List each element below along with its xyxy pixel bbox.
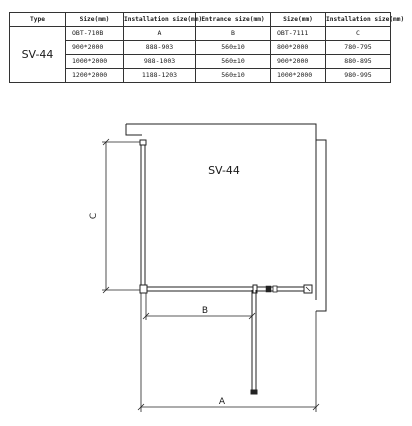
dimension-a xyxy=(138,293,319,412)
subheader-b: B xyxy=(196,27,271,41)
installation-cell: 1188-1203 xyxy=(124,69,196,83)
wall-outer-line xyxy=(316,140,326,311)
header-entrance-size: Entrance size(mm) xyxy=(196,13,271,27)
entrance-cell: 560±10 xyxy=(196,69,271,83)
dimension-c xyxy=(102,139,140,293)
header-type: Type xyxy=(10,13,66,27)
subheader-a: A xyxy=(124,27,196,41)
entrance-cell: 560±10 xyxy=(196,55,271,69)
side-panel-top-clamp xyxy=(140,140,146,145)
entrance-cell: 560±10 xyxy=(196,41,271,55)
size-cell: 900*2000 xyxy=(66,41,124,55)
dimension-b xyxy=(143,293,255,320)
model-cell: SV-44 xyxy=(10,27,66,83)
header-installation-size: Installation size(mm) xyxy=(124,13,196,27)
door-stopper xyxy=(273,286,277,292)
size2-cell: 800*2000 xyxy=(271,41,326,55)
side-panel xyxy=(140,140,146,287)
header-size-710b: Size(mm) xyxy=(66,13,124,27)
wall-left-return xyxy=(126,124,142,135)
door-handle xyxy=(266,286,271,292)
corner-bracket-left xyxy=(140,285,147,293)
installation-cell: 888-903 xyxy=(124,41,196,55)
installation-c-cell: 880-895 xyxy=(326,55,391,69)
installation-c-cell: 780-795 xyxy=(326,41,391,55)
front-panel xyxy=(140,285,312,394)
code-obt-710b: OBT-710B xyxy=(66,27,124,41)
wall-outline xyxy=(126,124,326,311)
installation-cell: 988-1003 xyxy=(124,55,196,69)
dimension-b-label: B xyxy=(201,306,209,316)
wall-inner-line xyxy=(126,124,316,300)
dimension-c-label: C xyxy=(89,212,99,220)
door-projection-end xyxy=(251,390,257,394)
plan-model-label: SV-44 xyxy=(208,164,240,177)
size2-cell: 1000*2000 xyxy=(271,69,326,83)
code-obt-7111: OBT-7111 xyxy=(271,27,326,41)
size-cell: 1200*2000 xyxy=(66,69,124,83)
dimension-a-label: A xyxy=(218,397,226,407)
size2-cell: 900*2000 xyxy=(271,55,326,69)
header-size-7111: Size(mm) xyxy=(271,13,326,27)
installation-c-cell: 980-995 xyxy=(326,69,391,83)
subheader-c: C xyxy=(326,27,391,41)
header-installation-size-c: Installation size(mm) xyxy=(326,13,391,27)
size-cell: 1000*2000 xyxy=(66,55,124,69)
